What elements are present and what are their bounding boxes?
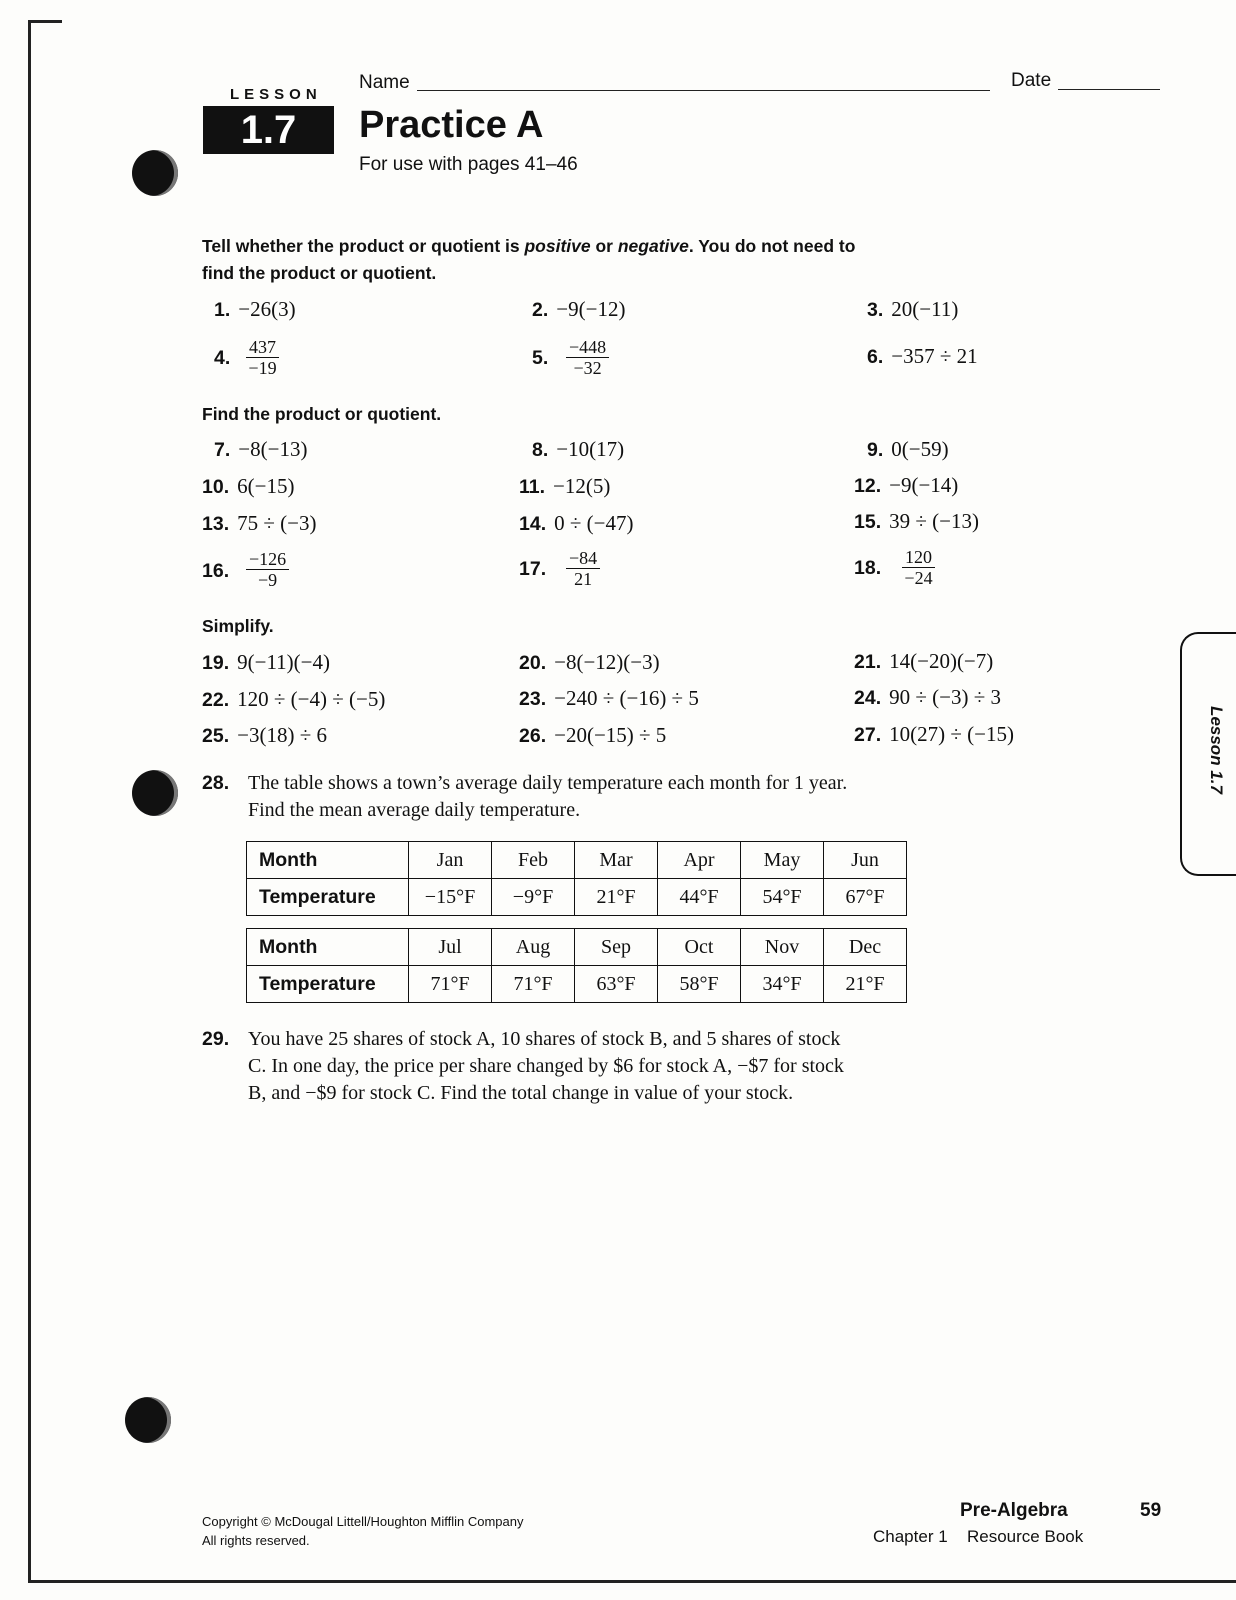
problem-16: 16. bbox=[202, 560, 230, 582]
table-cell: Mar bbox=[575, 842, 658, 879]
table-cell: 44°F bbox=[658, 879, 741, 916]
problem-11: 11. −12(5) bbox=[519, 474, 611, 498]
temperature-header: Temperature bbox=[247, 966, 409, 1003]
month-header: Month bbox=[247, 929, 409, 966]
temperature-table-2 bbox=[246, 928, 907, 1003]
problem-17: 17. bbox=[519, 558, 547, 580]
problem-14: 14. 0 ÷ (−47) bbox=[519, 511, 634, 535]
table-cell: 71°F bbox=[409, 966, 492, 1003]
temperature-header: Temperature bbox=[247, 879, 409, 916]
problem-22: 22. 120 ÷ (−4) ÷ (−5) bbox=[202, 687, 386, 711]
table-cell: 67°F bbox=[824, 879, 907, 916]
table-cell: Jan bbox=[409, 842, 492, 879]
binder-hole-middle bbox=[132, 770, 178, 816]
table-cell: Apr bbox=[658, 842, 741, 879]
table-cell: 54°F bbox=[741, 879, 824, 916]
name-field[interactable] bbox=[417, 90, 990, 91]
table-cell: −15°F bbox=[409, 879, 492, 916]
resource-book-label: Resource Book bbox=[967, 1527, 1084, 1546]
table-cell: Nov bbox=[741, 929, 824, 966]
page-border-left bbox=[28, 20, 31, 1582]
table-row bbox=[247, 966, 907, 1003]
book-title: Pre-Algebra bbox=[960, 1500, 1068, 1521]
problem-19: 19. 9(−11)(−4) bbox=[202, 650, 330, 674]
table-cell: Dec bbox=[824, 929, 907, 966]
page-subtitle: For use with pages 41–46 bbox=[359, 154, 578, 175]
problem-4: 4. bbox=[214, 347, 231, 369]
problem-9: 9. 0(−59) bbox=[867, 437, 949, 461]
table-cell: −9°F bbox=[492, 879, 575, 916]
problem-27: 27. 10(27) ÷ (−15) bbox=[854, 722, 1014, 746]
table-row bbox=[247, 842, 907, 879]
problem-10: 10. 6(−15) bbox=[202, 474, 295, 498]
copyright: Copyright © McDougal Littell/Houghton Mifflin Company All rights reserved. bbox=[202, 1514, 524, 1548]
instructions-part2: Find the product or quotient. bbox=[202, 404, 442, 424]
table-cell: Sep bbox=[575, 929, 658, 966]
lesson-number-badge: 1.7 bbox=[203, 106, 334, 154]
page-border-top bbox=[28, 20, 62, 23]
table-row bbox=[247, 929, 907, 966]
problem-26: 26. −20(−15) ÷ 5 bbox=[519, 723, 667, 747]
date-label: Date bbox=[1011, 70, 1052, 91]
table-cell: Feb bbox=[492, 842, 575, 879]
table-cell: May bbox=[741, 842, 824, 879]
problem-17-fraction: $\frac{-84}{21}$ bbox=[566, 548, 600, 589]
table-cell: 34°F bbox=[741, 966, 824, 1003]
problem-12: 12. −9(−14) bbox=[854, 473, 959, 497]
problem-23: 23. −240 ÷ (−16) ÷ 5 bbox=[519, 686, 699, 710]
table-cell: Aug bbox=[492, 929, 575, 966]
table-cell: 21°F bbox=[575, 879, 658, 916]
lesson-label: LESSON bbox=[230, 86, 322, 103]
problem-13: 13. 75 ÷ (−3) bbox=[202, 511, 317, 535]
binder-hole-bottom bbox=[125, 1397, 171, 1443]
chapter-label: Chapter 1 bbox=[873, 1527, 948, 1546]
name-label: Name bbox=[359, 72, 410, 93]
problem-6: 6. −357 ÷ 21 bbox=[867, 344, 978, 368]
problem-16-fraction: $\frac{-126}{-9}$ bbox=[246, 549, 289, 590]
problem-20: 20. −8(−12)(−3) bbox=[519, 650, 660, 674]
problem-18: 18. bbox=[854, 557, 882, 579]
problem-7: 7. −8(−13) bbox=[214, 437, 308, 461]
table-cell: 63°F bbox=[575, 966, 658, 1003]
problem-3: 3. 20(−11) bbox=[867, 297, 959, 321]
problem-18-fraction: $\frac{120}{-24}$ bbox=[902, 547, 935, 588]
table-cell: Jul bbox=[409, 929, 492, 966]
table-cell: 58°F bbox=[658, 966, 741, 1003]
instructions-part3: Simplify. bbox=[202, 616, 274, 636]
page-number: 59 bbox=[1140, 1500, 1162, 1521]
page-border-bottom bbox=[28, 1580, 1236, 1583]
lesson-side-tab-label: Lesson 1.7 bbox=[1206, 706, 1226, 794]
table-cell: Oct bbox=[658, 929, 741, 966]
problem-5: 5. bbox=[532, 347, 549, 369]
problem-24: 24. 90 ÷ (−3) ÷ 3 bbox=[854, 685, 1001, 709]
month-header: Month bbox=[247, 842, 409, 879]
table-row bbox=[247, 879, 907, 916]
table-cell: 71°F bbox=[492, 966, 575, 1003]
problem-1: 1. −26(3) bbox=[214, 297, 296, 321]
problem-4-fraction: $\frac{437}{-19}$ bbox=[246, 337, 279, 378]
page-title: Practice A bbox=[359, 104, 544, 146]
instructions-part1: Tell whether the product or quotient is positive or negative. You do not need to find the product or quotient. bbox=[202, 236, 856, 283]
problem-2: 2. −9(−12) bbox=[532, 297, 626, 321]
problem-21: 21. 14(−20)(−7) bbox=[854, 649, 994, 673]
problem-15: 15. 39 ÷ (−13) bbox=[854, 509, 979, 533]
problem-25: 25. −3(18) ÷ 6 bbox=[202, 723, 327, 747]
problem-5-fraction: $\frac{-448}{-32}$ bbox=[566, 337, 609, 378]
table-cell: 21°F bbox=[824, 966, 907, 1003]
temperature-table-1 bbox=[246, 841, 907, 916]
problem-8: 8. −10(17) bbox=[532, 437, 625, 461]
table-cell: Jun bbox=[824, 842, 907, 879]
date-field[interactable] bbox=[1058, 89, 1160, 90]
binder-hole-top bbox=[132, 150, 178, 196]
